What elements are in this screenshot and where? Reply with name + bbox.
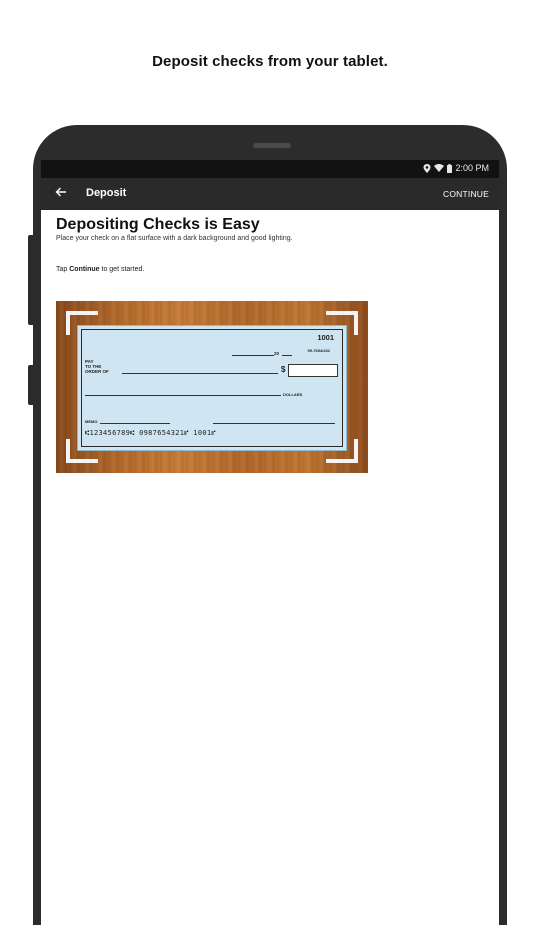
tap-prefix: Tap — [56, 266, 70, 273]
amount-box — [288, 364, 338, 377]
instructions-text: Place your check on a flat surface with a dark background and good lighting. — [56, 235, 293, 242]
check-illustration — [56, 301, 368, 473]
dollars-label: DOLLARS — [283, 392, 303, 397]
dollar-sign: $ — [281, 365, 286, 374]
status-bar — [41, 160, 499, 178]
date-line — [232, 355, 274, 356]
app-bar — [41, 178, 499, 210]
date-line-end — [282, 355, 292, 356]
status-time: 2:00 PM — [455, 163, 489, 173]
tap-continue-bold: Continue — [69, 266, 100, 273]
caption: Deposit checks from your tablet. — [152, 53, 388, 70]
payee-line — [122, 373, 278, 374]
micr-line: ⑆123456789⑆ 0987654321⑈ 1001⑈ — [85, 429, 216, 437]
date-suffix: 20 — [274, 351, 280, 356]
amount-words-line — [85, 395, 281, 396]
routing-fraction: 99-7654/432 — [307, 348, 330, 353]
tap-suffix: to get started. — [99, 266, 145, 273]
memo-line — [100, 423, 170, 424]
pay-to-line-3: ORDER OF — [85, 369, 109, 374]
tablet-speaker — [253, 143, 291, 148]
pay-to-line-1: PAY — [85, 359, 94, 364]
signature-line — [213, 423, 335, 424]
memo-label: MEMO — [85, 419, 98, 424]
back-arrow-icon[interactable] — [55, 185, 67, 201]
location-icon — [423, 164, 431, 173]
app-bar-title: Deposit — [86, 187, 127, 199]
tablet-screen — [41, 160, 499, 925]
battery-icon — [447, 164, 452, 173]
wifi-icon — [434, 164, 444, 172]
check-number: 1001 — [317, 333, 334, 342]
page-title: Depositing Checks is Easy — [56, 216, 260, 233]
tablet-frame — [33, 125, 507, 925]
tap-continue-text — [56, 266, 486, 273]
sample-check — [77, 325, 347, 451]
pay-to-line-2: TO THE — [85, 364, 102, 369]
content-area — [56, 216, 486, 273]
continue-button[interactable]: CONTINUE — [443, 189, 489, 199]
